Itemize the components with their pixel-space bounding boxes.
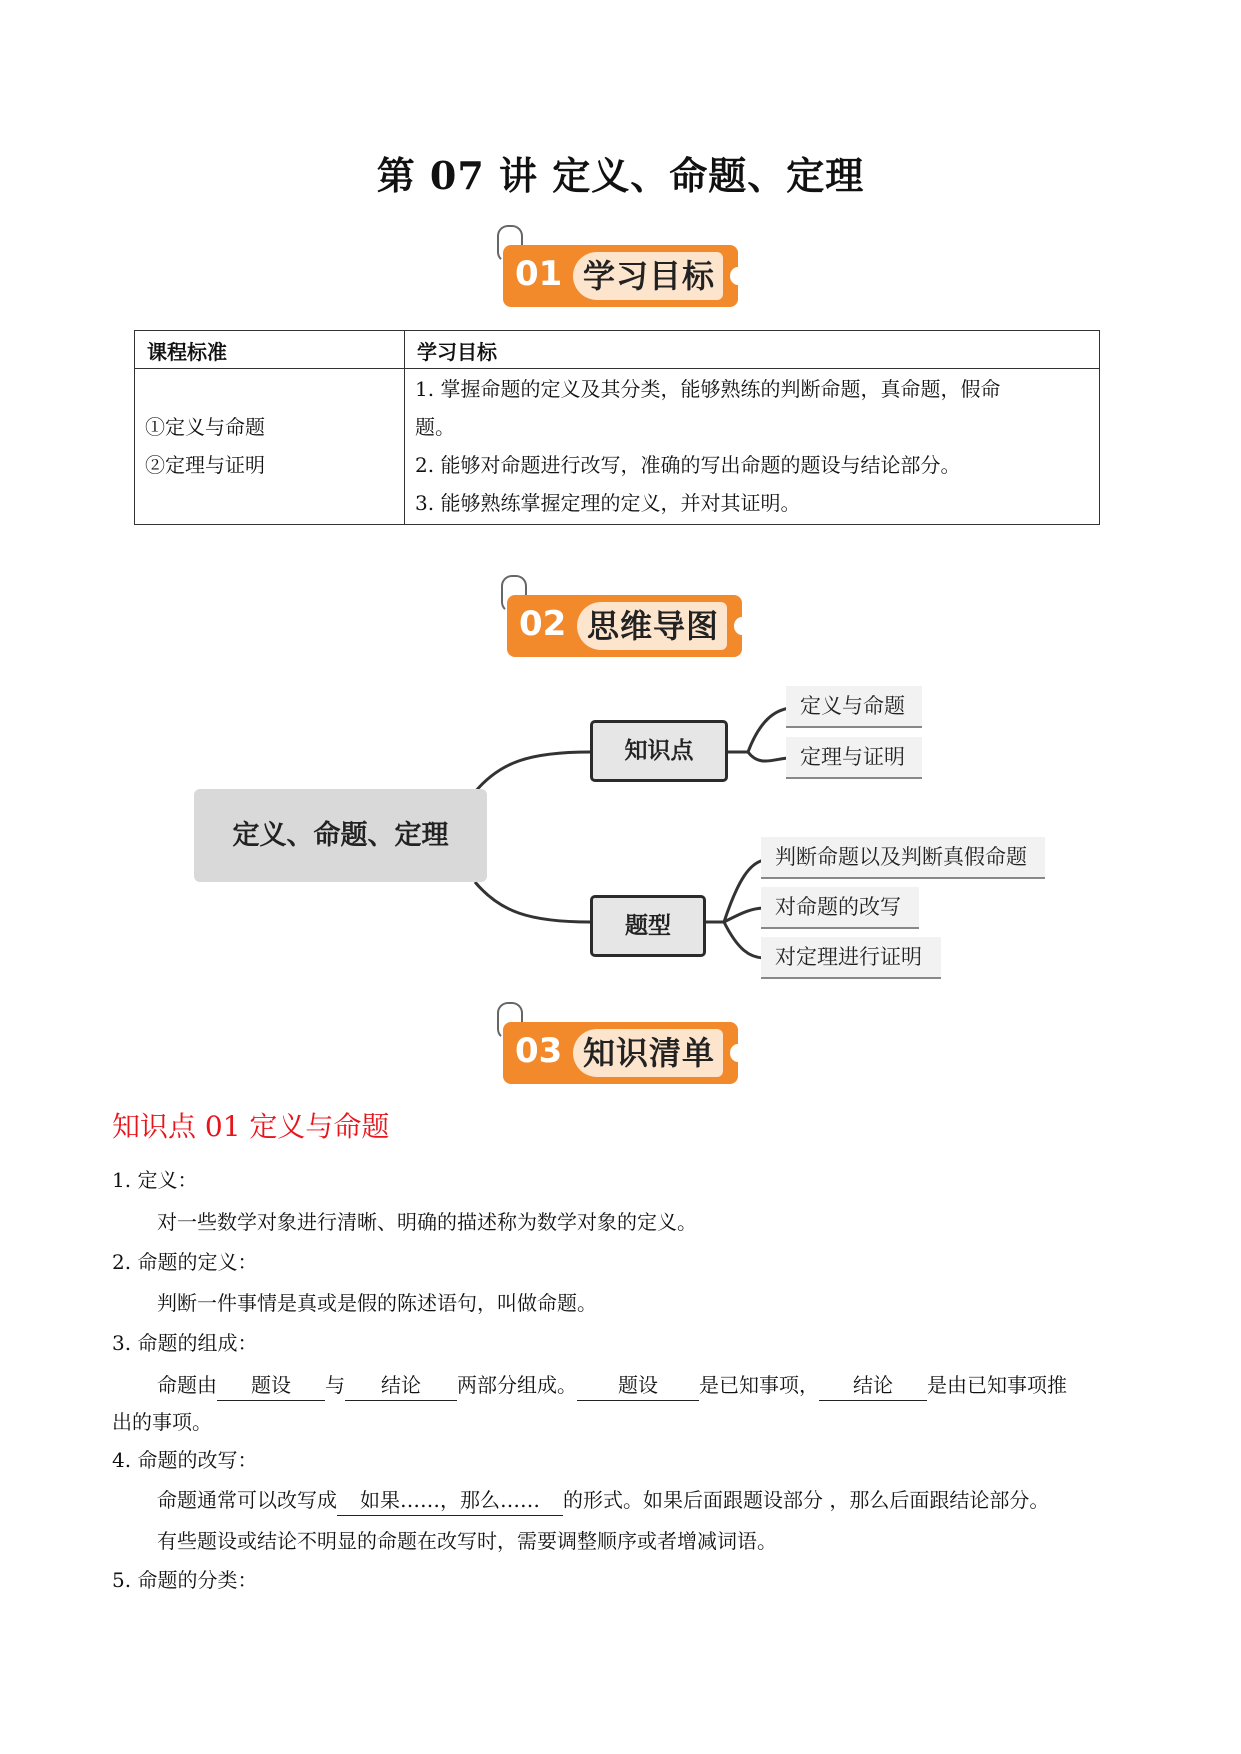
item-heading: 2. 命题的定义： — [112, 1250, 258, 1274]
section-number: 01 — [515, 254, 563, 294]
mindmap-leaf: 定理与证明 — [786, 737, 922, 779]
section-banner-knowledge — [503, 1022, 738, 1084]
mindmap-leaf: 判断命题以及判断真假命题 — [761, 837, 1045, 879]
item-text-composition: 命题由 题设 与 结论 两部分组成。 题设 是已知事项， 结论 是由已知事项推 — [157, 1370, 1067, 1401]
table-header-standard: 课程标准 — [147, 340, 227, 364]
standard-item: ②定理与证明 — [145, 453, 265, 477]
item-heading: 3. 命题的组成： — [112, 1331, 258, 1355]
section-label: 学习目标 — [573, 252, 723, 300]
item-text: 有些题设或结论不明显的命题在改写时，需要调整顺序或者增减词语。 — [157, 1529, 777, 1553]
item-text-rewrite: 命题通常可以改写成 如果……，那么…… 的形式。如果后面跟题设部分 ，那么后面跟结论部分。 — [157, 1485, 1049, 1516]
fill-blank: 结论 — [345, 1370, 457, 1401]
fill-blank: 结论 — [819, 1370, 927, 1401]
objective-line: 1. 掌握命题的定义及其分类，能够熟练的判断命题，真命题，假命 — [415, 377, 1001, 401]
mindmap-leaf: 对定理进行证明 — [761, 937, 941, 979]
fill-blank: 如果……，那么…… — [337, 1485, 563, 1516]
item-text-continued: 出的事项。 — [112, 1410, 212, 1434]
knowledge-point-heading: 知识点 01 定义与命题 — [112, 1110, 390, 1143]
objective-line: 2. 能够对命题进行改写，准确的写出命题的题设与结论部分。 — [415, 453, 961, 477]
fill-blank: 题设 — [217, 1370, 325, 1401]
table-header-objective: 学习目标 — [417, 340, 497, 364]
item-heading: 1. 定义： — [112, 1168, 198, 1192]
section-number: 03 — [515, 1031, 563, 1071]
mindmap-leaf: 定义与命题 — [786, 686, 922, 728]
standard-item: ①定义与命题 — [145, 415, 265, 439]
page-title: 第 07 讲 定义、命题、定理 — [376, 153, 865, 198]
item-text: 判断一件事情是真或是假的陈述语句，叫做命题。 — [157, 1291, 597, 1315]
section-number: 02 — [519, 604, 567, 644]
item-heading: 4. 命题的改写： — [112, 1448, 258, 1472]
item-text: 对一些数学对象进行清晰、明确的描述称为数学对象的定义。 — [157, 1210, 697, 1234]
mindmap-branch-question-types: 题型 — [590, 895, 706, 957]
item-heading: 5. 命题的分类： — [112, 1568, 258, 1592]
objective-line: 3. 能够熟练掌握定理的定义，并对其证明。 — [415, 491, 801, 515]
section-label: 知识清单 — [573, 1029, 723, 1077]
section-label: 思维导图 — [577, 602, 727, 650]
objective-line: 题。 — [415, 415, 455, 439]
mindmap-branch-knowledge: 知识点 — [590, 720, 728, 782]
fill-blank: 题设 — [577, 1370, 699, 1401]
mindmap-leaf: 对命题的改写 — [761, 887, 919, 929]
mindmap-root: 定义、命题、定理 — [194, 789, 487, 882]
